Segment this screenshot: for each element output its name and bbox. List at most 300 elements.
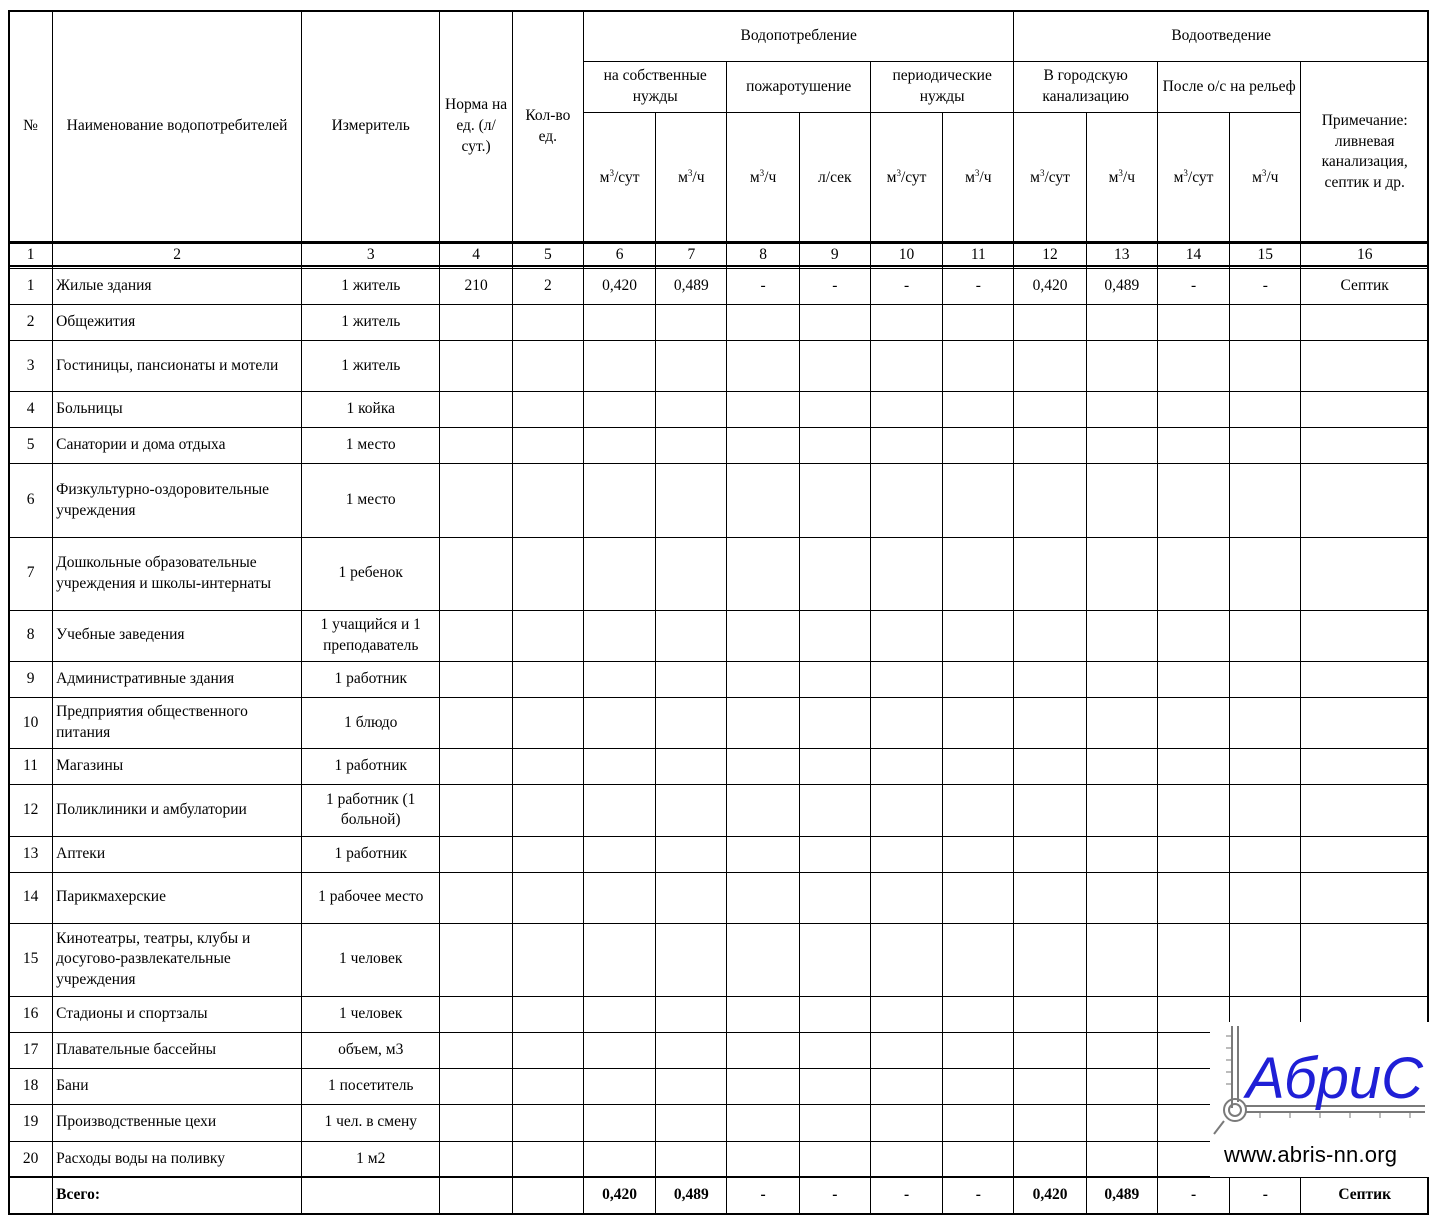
cell-c13 — [1086, 698, 1157, 749]
cell-qty — [512, 997, 583, 1033]
row-number: 15 — [9, 923, 53, 996]
header-note: Примечание: ливневая канализация, септик и др. — [1301, 62, 1429, 244]
cell-c8 — [727, 428, 799, 464]
cell-c6 — [583, 872, 655, 923]
cell-c13 — [1086, 1033, 1157, 1069]
column-number: 9 — [799, 243, 870, 268]
cell-c16 — [1301, 428, 1429, 464]
cell-c6 — [583, 785, 655, 836]
cell-c7 — [656, 610, 727, 661]
header-consumption: Водопотребление — [583, 11, 1013, 62]
cell-c8 — [727, 698, 799, 749]
cell-c15: - — [1230, 268, 1301, 304]
cell-c13 — [1086, 1069, 1157, 1105]
row-number: 6 — [9, 464, 53, 537]
cell-c9 — [799, 428, 870, 464]
column-number: 3 — [302, 243, 440, 268]
cell-c7 — [656, 1033, 727, 1069]
cell-norm — [440, 872, 512, 923]
cell-norm — [440, 698, 512, 749]
cell-c8 — [727, 997, 799, 1033]
cell-c16 — [1301, 610, 1429, 661]
cell-qty — [512, 1033, 583, 1069]
unit-col-9: л/сек — [799, 113, 870, 243]
consumer-name: Учебные заведения — [53, 610, 302, 661]
cell-c13 — [1086, 464, 1157, 537]
cell-c7 — [656, 785, 727, 836]
cell-norm — [440, 464, 512, 537]
cell-qty — [512, 610, 583, 661]
cell-c11 — [943, 341, 1014, 392]
row-number: 19 — [9, 1105, 53, 1141]
cell-c10 — [870, 537, 942, 610]
cell-c10 — [870, 304, 942, 340]
column-number: 5 — [512, 243, 583, 268]
column-number: 4 — [440, 243, 512, 268]
total-norm — [440, 1177, 512, 1214]
consumer-name: Производственные цехи — [53, 1105, 302, 1141]
cell-c8 — [727, 872, 799, 923]
cell-c9 — [799, 749, 870, 785]
cell-c12 — [1014, 749, 1086, 785]
header-name: Наименование водопотребителей — [53, 11, 302, 244]
cell-c13 — [1086, 662, 1157, 698]
column-number-row — [9, 243, 1429, 268]
cell-c16 — [1301, 872, 1429, 923]
cell-c10 — [870, 1105, 942, 1141]
row-number: 7 — [9, 537, 53, 610]
column-number: 2 — [53, 243, 302, 268]
unit-col-8: $м^3/ч$ — [727, 113, 799, 243]
cell-c7 — [656, 749, 727, 785]
unit-measure: объем, м3 — [302, 1033, 440, 1069]
cell-c7 — [656, 428, 727, 464]
cell-c13 — [1086, 923, 1157, 996]
cell-c16 — [1301, 537, 1429, 610]
cell-c14 — [1157, 610, 1229, 661]
cell-c6 — [583, 304, 655, 340]
row-number: 13 — [9, 836, 53, 872]
cell-c8 — [727, 1105, 799, 1141]
row-number: 14 — [9, 872, 53, 923]
cell-c13 — [1086, 836, 1157, 872]
cell-c12 — [1014, 785, 1086, 836]
table-row — [9, 923, 1429, 996]
column-number: 12 — [1014, 243, 1086, 268]
cell-norm: 210 — [440, 268, 512, 304]
cell-c15 — [1230, 537, 1301, 610]
cell-qty — [512, 836, 583, 872]
table-row — [9, 872, 1429, 923]
brand-wordmark: АбриС — [1246, 1046, 1424, 1111]
cell-qty — [512, 698, 583, 749]
cell-c8 — [727, 785, 799, 836]
cell-c11 — [943, 464, 1014, 537]
row-number: 4 — [9, 392, 53, 428]
header-own-needs: на собственные нужды — [583, 62, 726, 113]
row-number: 8 — [9, 610, 53, 661]
total-no — [9, 1177, 53, 1214]
table-row — [9, 662, 1429, 698]
cell-c9: - — [799, 268, 870, 304]
row-number: 10 — [9, 698, 53, 749]
cell-c8 — [727, 1069, 799, 1105]
cell-c6 — [583, 1105, 655, 1141]
cell-c6: 0,420 — [583, 268, 655, 304]
cell-c12 — [1014, 1105, 1086, 1141]
total-c15: - — [1230, 1177, 1301, 1214]
cell-c12 — [1014, 698, 1086, 749]
cell-qty — [512, 749, 583, 785]
consumer-name: Магазины — [53, 749, 302, 785]
cell-c7 — [656, 662, 727, 698]
cell-c10 — [870, 872, 942, 923]
column-number: 10 — [870, 243, 942, 268]
cell-norm — [440, 341, 512, 392]
row-number: 17 — [9, 1033, 53, 1069]
cell-norm — [440, 428, 512, 464]
cell-c16 — [1301, 392, 1429, 428]
cell-c15 — [1230, 662, 1301, 698]
cell-c15 — [1230, 304, 1301, 340]
cell-qty: 2 — [512, 268, 583, 304]
total-c7: 0,489 — [656, 1177, 727, 1214]
unit-measure: 1 м2 — [302, 1141, 440, 1177]
cell-c14 — [1157, 428, 1229, 464]
column-number: 1 — [9, 243, 53, 268]
cell-qty — [512, 304, 583, 340]
cell-c6 — [583, 1069, 655, 1105]
row-number: 11 — [9, 749, 53, 785]
cell-c6 — [583, 836, 655, 872]
cell-qty — [512, 392, 583, 428]
compass-logo-icon — [1210, 1022, 1435, 1147]
cell-c12 — [1014, 1033, 1086, 1069]
cell-c15 — [1230, 749, 1301, 785]
cell-c8 — [727, 1141, 799, 1177]
cell-c7: 0,489 — [656, 268, 727, 304]
cell-c16 — [1301, 698, 1429, 749]
cell-c9 — [799, 1069, 870, 1105]
cell-c12 — [1014, 662, 1086, 698]
cell-c12 — [1014, 428, 1086, 464]
column-number: 16 — [1301, 243, 1429, 268]
row-number: 16 — [9, 997, 53, 1033]
total-c16: Септик — [1301, 1177, 1429, 1214]
cell-c15 — [1230, 428, 1301, 464]
cell-c10 — [870, 749, 942, 785]
cell-c12 — [1014, 392, 1086, 428]
cell-c12: 0,420 — [1014, 268, 1086, 304]
cell-c6 — [583, 923, 655, 996]
cell-c7 — [656, 872, 727, 923]
cell-c14 — [1157, 749, 1229, 785]
cell-c10: - — [870, 268, 942, 304]
cell-c12 — [1014, 997, 1086, 1033]
cell-c6 — [583, 749, 655, 785]
cell-c15 — [1230, 923, 1301, 996]
cell-c14 — [1157, 872, 1229, 923]
unit-measure: 1 рабочее место — [302, 872, 440, 923]
total-c6: 0,420 — [583, 1177, 655, 1214]
cell-qty — [512, 872, 583, 923]
unit-measure: 1 житель — [302, 304, 440, 340]
cell-c9 — [799, 1105, 870, 1141]
cell-norm — [440, 392, 512, 428]
column-number: 15 — [1230, 243, 1301, 268]
unit-col-7: $м^3/ч$ — [656, 113, 727, 243]
cell-c7 — [656, 698, 727, 749]
cell-c12 — [1014, 872, 1086, 923]
unit-measure: 1 работник (1 больной) — [302, 785, 440, 836]
cell-c13 — [1086, 610, 1157, 661]
unit-measure: 1 место — [302, 464, 440, 537]
cell-c12 — [1014, 464, 1086, 537]
cell-c10 — [870, 392, 942, 428]
cell-norm — [440, 1141, 512, 1177]
cell-c14 — [1157, 304, 1229, 340]
cell-c16 — [1301, 749, 1429, 785]
total-unit — [302, 1177, 440, 1214]
cell-c13 — [1086, 428, 1157, 464]
consumer-name: Общежития — [53, 304, 302, 340]
consumer-name: Дошкольные образовательные учреждения и школы-интернаты — [53, 537, 302, 610]
unit-measure: 1 место — [302, 428, 440, 464]
cell-c10 — [870, 1069, 942, 1105]
cell-c10 — [870, 1141, 942, 1177]
cell-qty — [512, 1141, 583, 1177]
unit-col-14: $м^3$/сут — [1157, 113, 1229, 243]
cell-c9 — [799, 836, 870, 872]
cell-c9 — [799, 537, 870, 610]
cell-c15 — [1230, 392, 1301, 428]
total-c10: - — [870, 1177, 942, 1214]
cell-c6 — [583, 997, 655, 1033]
table-row — [9, 836, 1429, 872]
cell-norm — [440, 662, 512, 698]
cell-c14 — [1157, 662, 1229, 698]
cell-norm — [440, 537, 512, 610]
cell-c8 — [727, 836, 799, 872]
cell-norm — [440, 749, 512, 785]
cell-c7 — [656, 341, 727, 392]
cell-norm — [440, 1033, 512, 1069]
cell-c7 — [656, 537, 727, 610]
cell-c6 — [583, 698, 655, 749]
cell-c11 — [943, 923, 1014, 996]
cell-c11 — [943, 749, 1014, 785]
cell-c10 — [870, 464, 942, 537]
consumer-name: Жилые здания — [53, 268, 302, 304]
cell-norm — [440, 923, 512, 996]
cell-qty — [512, 923, 583, 996]
cell-c11 — [943, 785, 1014, 836]
unit-measure: 1 чел. в смену — [302, 1105, 440, 1141]
column-number: 7 — [656, 243, 727, 268]
cell-c13 — [1086, 392, 1157, 428]
cell-c11 — [943, 428, 1014, 464]
cell-c13 — [1086, 1105, 1157, 1141]
cell-c9 — [799, 1141, 870, 1177]
unit-measure: 1 человек — [302, 997, 440, 1033]
cell-c10 — [870, 785, 942, 836]
cell-c9 — [799, 1033, 870, 1069]
row-number: 9 — [9, 662, 53, 698]
cell-c15 — [1230, 341, 1301, 392]
cell-c9 — [799, 610, 870, 661]
cell-c13 — [1086, 1141, 1157, 1177]
cell-qty — [512, 785, 583, 836]
row-number: 20 — [9, 1141, 53, 1177]
cell-qty — [512, 341, 583, 392]
cell-c13 — [1086, 785, 1157, 836]
cell-c14 — [1157, 341, 1229, 392]
cell-c14 — [1157, 785, 1229, 836]
cell-c16 — [1301, 304, 1429, 340]
header-fire: пожаротушение — [727, 62, 870, 113]
cell-c13 — [1086, 537, 1157, 610]
cell-c7 — [656, 1105, 727, 1141]
cell-c7 — [656, 997, 727, 1033]
unit-measure: 1 работник — [302, 749, 440, 785]
cell-c9 — [799, 923, 870, 996]
cell-qty — [512, 1069, 583, 1105]
column-number: 13 — [1086, 243, 1157, 268]
cell-c9 — [799, 341, 870, 392]
table-row — [9, 304, 1429, 340]
cell-c9 — [799, 872, 870, 923]
cell-c12 — [1014, 923, 1086, 996]
table-row — [9, 749, 1429, 785]
consumer-name: Предприятия общественного питания — [53, 698, 302, 749]
cell-qty — [512, 537, 583, 610]
unit-col-6: $м^3$/сут — [583, 113, 655, 243]
site-url[interactable]: www.abris-nn.org — [1224, 1142, 1398, 1167]
row-number: 1 — [9, 268, 53, 304]
header-no: № — [9, 11, 53, 244]
cell-qty — [512, 428, 583, 464]
cell-c16 — [1301, 341, 1429, 392]
cell-c7 — [656, 1069, 727, 1105]
unit-measure: 1 работник — [302, 836, 440, 872]
cell-c15 — [1230, 785, 1301, 836]
consumer-name: Больницы — [53, 392, 302, 428]
unit-measure: 1 житель — [302, 268, 440, 304]
cell-c12 — [1014, 610, 1086, 661]
cell-c16: Септик — [1301, 268, 1429, 304]
cell-c7 — [656, 836, 727, 872]
total-c13: 0,489 — [1086, 1177, 1157, 1214]
cell-c14 — [1157, 698, 1229, 749]
cell-c12 — [1014, 341, 1086, 392]
cell-c10 — [870, 836, 942, 872]
cell-c8: - — [727, 268, 799, 304]
cell-c6 — [583, 537, 655, 610]
cell-c9 — [799, 997, 870, 1033]
header-unit: Измеритель — [302, 11, 440, 244]
cell-c9 — [799, 698, 870, 749]
unit-measure: 1 посетитель — [302, 1069, 440, 1105]
consumer-name: Кинотеатры, театры, клубы и досугово-развлекательные учреждения — [53, 923, 302, 996]
row-number: 18 — [9, 1069, 53, 1105]
column-number: 11 — [943, 243, 1014, 268]
cell-qty — [512, 1105, 583, 1141]
cell-norm — [440, 785, 512, 836]
cell-c11 — [943, 997, 1014, 1033]
cell-c8 — [727, 304, 799, 340]
cell-c14 — [1157, 537, 1229, 610]
cell-c14: - — [1157, 268, 1229, 304]
table-row — [9, 537, 1429, 610]
cell-c13 — [1086, 304, 1157, 340]
table-row — [9, 785, 1429, 836]
cell-c11 — [943, 698, 1014, 749]
consumer-name: Физкультурно-оздоровительные учреждения — [53, 464, 302, 537]
consumer-name: Административные здания — [53, 662, 302, 698]
cell-c8 — [727, 662, 799, 698]
consumer-name: Поликлиники и амбулатории — [53, 785, 302, 836]
cell-c11 — [943, 872, 1014, 923]
consumer-name: Расходы воды на поливку — [53, 1141, 302, 1177]
table-row — [9, 428, 1429, 464]
cell-c11 — [943, 1105, 1014, 1141]
consumer-name: Санатории и дома отдыха — [53, 428, 302, 464]
cell-c8 — [727, 537, 799, 610]
total-row — [9, 1177, 1429, 1214]
cell-c11 — [943, 304, 1014, 340]
cell-c11 — [943, 1069, 1014, 1105]
cell-norm — [440, 997, 512, 1033]
unit-measure: 1 учащийся и 1 преподаватель — [302, 610, 440, 661]
cell-c12 — [1014, 1141, 1086, 1177]
cell-c12 — [1014, 836, 1086, 872]
cell-c15 — [1230, 698, 1301, 749]
total-c12: 0,420 — [1014, 1177, 1086, 1214]
unit-col-13: $м^3/ч$ — [1086, 113, 1157, 243]
cell-c11 — [943, 662, 1014, 698]
row-number: 2 — [9, 304, 53, 340]
table-row — [9, 341, 1429, 392]
cell-c12 — [1014, 537, 1086, 610]
unit-measure: 1 блюдо — [302, 698, 440, 749]
cell-c13 — [1086, 749, 1157, 785]
cell-c16 — [1301, 836, 1429, 872]
header-periodic: периодические нужды — [870, 62, 1014, 113]
table-row — [9, 464, 1429, 537]
cell-c16 — [1301, 785, 1429, 836]
cell-qty — [512, 662, 583, 698]
consumer-name: Аптеки — [53, 836, 302, 872]
cell-c6 — [583, 341, 655, 392]
cell-c16 — [1301, 923, 1429, 996]
total-label: Всего: — [53, 1177, 302, 1214]
cell-c8 — [727, 749, 799, 785]
header-disposal: Водоотведение — [1014, 11, 1429, 62]
cell-qty — [512, 464, 583, 537]
consumer-name: Парикмахерские — [53, 872, 302, 923]
unit-col-11: $м^3/ч$ — [943, 113, 1014, 243]
header-qty: Кол-во ед. — [512, 11, 583, 244]
cell-c10 — [870, 1033, 942, 1069]
cell-c13 — [1086, 872, 1157, 923]
cell-c11 — [943, 537, 1014, 610]
cell-c15 — [1230, 464, 1301, 537]
unit-col-15: $м^3/ч$ — [1230, 113, 1301, 243]
cell-c10 — [870, 923, 942, 996]
total-c11: - — [943, 1177, 1014, 1214]
consumer-name: Бани — [53, 1069, 302, 1105]
cell-c11 — [943, 1033, 1014, 1069]
